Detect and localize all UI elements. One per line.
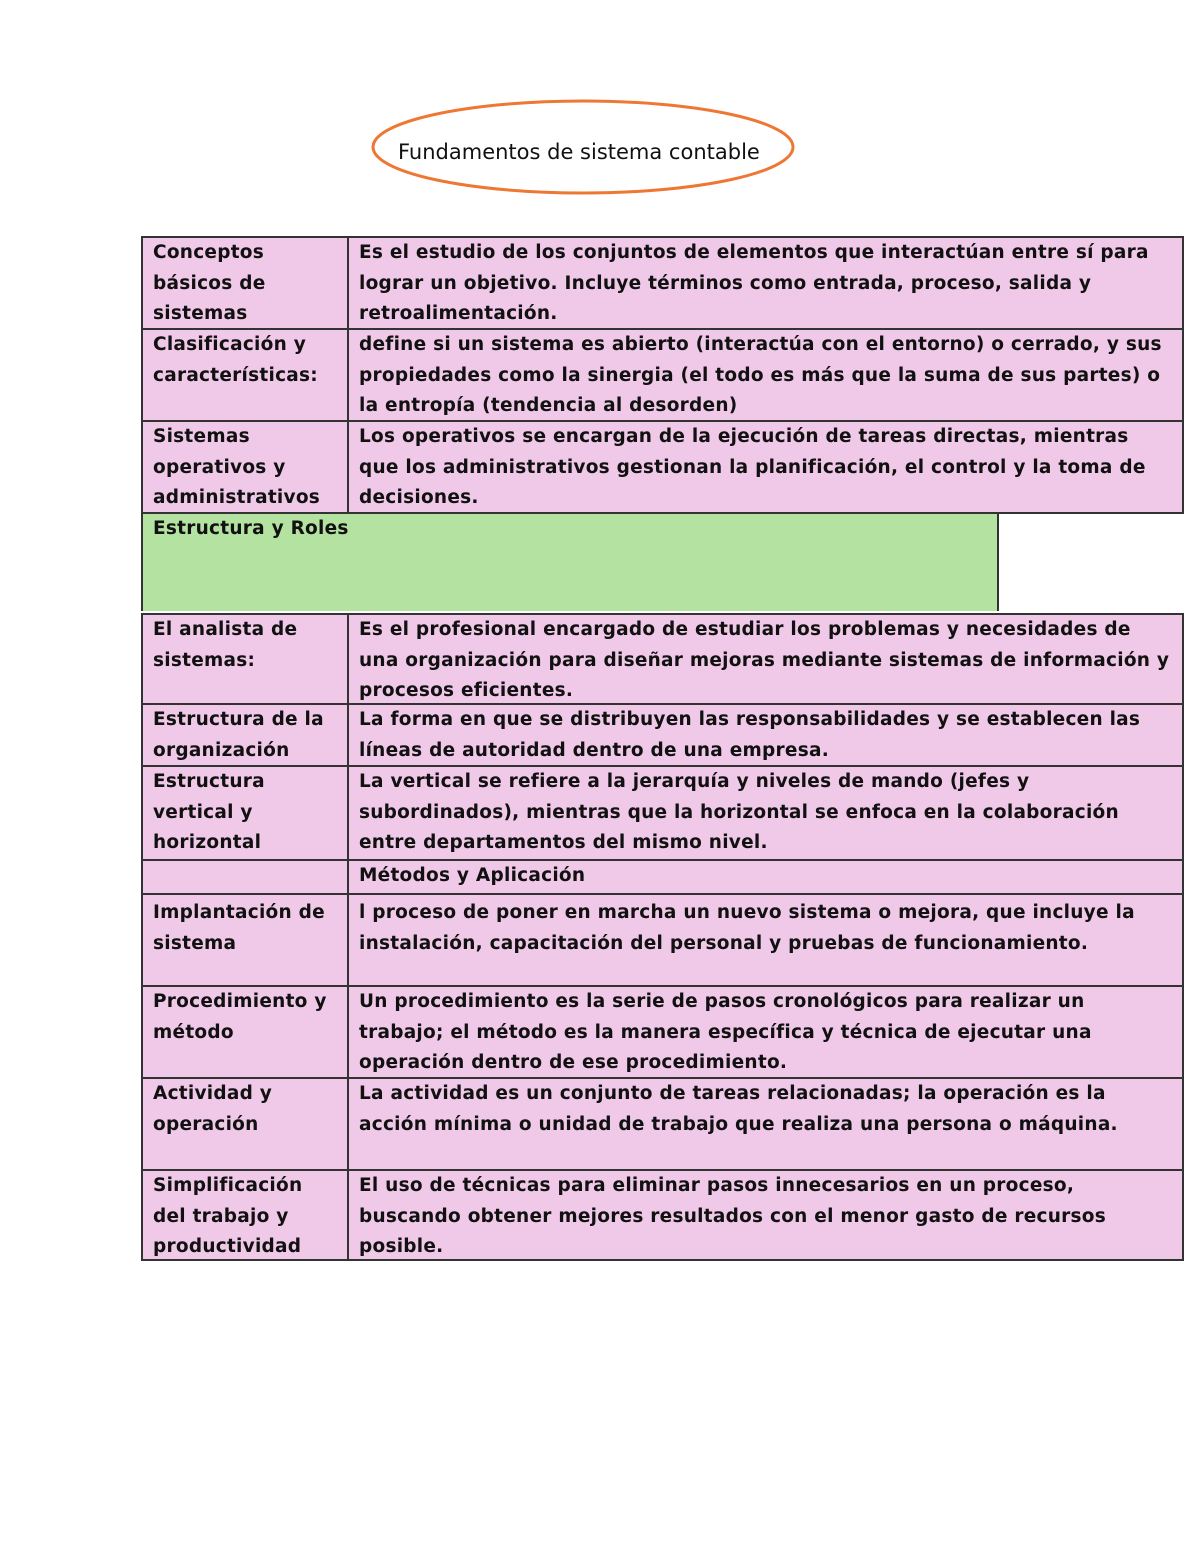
definition-cell: Es el profesional encargado de estudiar los problemas y necesidades de una organización para diseñar mejoras mediante sistemas de información y procesos eficientes. <box>349 615 1184 703</box>
term-cell: Estructura de la organización <box>141 705 349 765</box>
empty-cell <box>999 514 1184 613</box>
definition-cell: define si un sistema es abierto (interactúa con el entorno) o cerrado, y sus propiedades como la sinergia (el todo es más que la suma de sus partes) o la entropía (tendencia al desorden) <box>349 330 1184 420</box>
definition-cell: l proceso de poner en marcha un nuevo sistema o mejora, que incluye la instalación, capacitación del personal y pruebas de funcionamiento. <box>349 895 1184 985</box>
term-cell: Estructura vertical y horizontal <box>141 767 349 859</box>
table-row <box>141 895 1184 987</box>
table-row <box>141 1171 1184 1261</box>
definition-cell: La vertical se refiere a la jerarquía y niveles de mando (jefes y subordinados), mientras que la horizontal se enfoca en la colaboración entre departamentos del mismo nivel. <box>349 767 1184 859</box>
term-cell: Simplificación del trabajo y productividad <box>141 1171 349 1259</box>
section-header-row <box>141 861 1184 895</box>
term-cell: Implantación de sistema <box>141 895 349 985</box>
title-callout <box>370 98 796 196</box>
definition-cell: El uso de técnicas para eliminar pasos innecesarios en un proceso, buscando obtener mejores resultados con el menor gasto de recursos posible. <box>349 1171 1184 1259</box>
definition-cell: La actividad es un conjunto de tareas relacionadas; la operación es la acción mínima o unidad de trabajo que realiza una persona o máquina. <box>349 1079 1184 1169</box>
table-row <box>141 330 1184 422</box>
term-cell: Clasificación y características: <box>141 330 349 420</box>
table-row <box>141 613 1184 705</box>
definition-cell: Un procedimiento es la serie de pasos cronológicos para realizar un trabajo; el método es la manera específica y técnica de ejecutar una operación dentro de ese procedimiento. <box>349 987 1184 1077</box>
table-row <box>141 767 1184 861</box>
section-header-methods: Métodos y Aplicación <box>349 861 1184 893</box>
table-row <box>141 987 1184 1079</box>
definition-cell: Los operativos se encargan de la ejecución de tareas directas, mientras que los administrativos gestionan la planificación, el control y la toma de decisiones. <box>349 422 1184 512</box>
table-row <box>141 1079 1184 1171</box>
concepts-table <box>141 236 1184 1261</box>
term-cell: Procedimiento y método <box>141 987 349 1077</box>
table-row <box>141 236 1184 330</box>
definition-cell: La forma en que se distribuyen las responsabilidades y se establecen las líneas de autoridad dentro de una empresa. <box>349 705 1184 765</box>
term-cell: Actividad y operación <box>141 1079 349 1169</box>
section-header-structure: Estructura y Roles <box>141 514 999 611</box>
term-cell: Conceptos básicos de sistemas <box>141 238 349 328</box>
section-header-row <box>141 514 1184 613</box>
term-cell: El analista de sistemas: <box>141 615 349 703</box>
term-cell: Sistemas operativos y administrativos <box>141 422 349 512</box>
empty-cell <box>141 861 349 893</box>
table-row <box>141 705 1184 767</box>
table-row <box>141 422 1184 514</box>
definition-cell: Es el estudio de los conjuntos de elementos que interactúan entre sí para lograr un objetivo. Incluye términos como entrada, proceso, salida y retroalimentación. <box>349 238 1184 328</box>
page-title: Fundamentos de sistema contable <box>398 140 760 164</box>
